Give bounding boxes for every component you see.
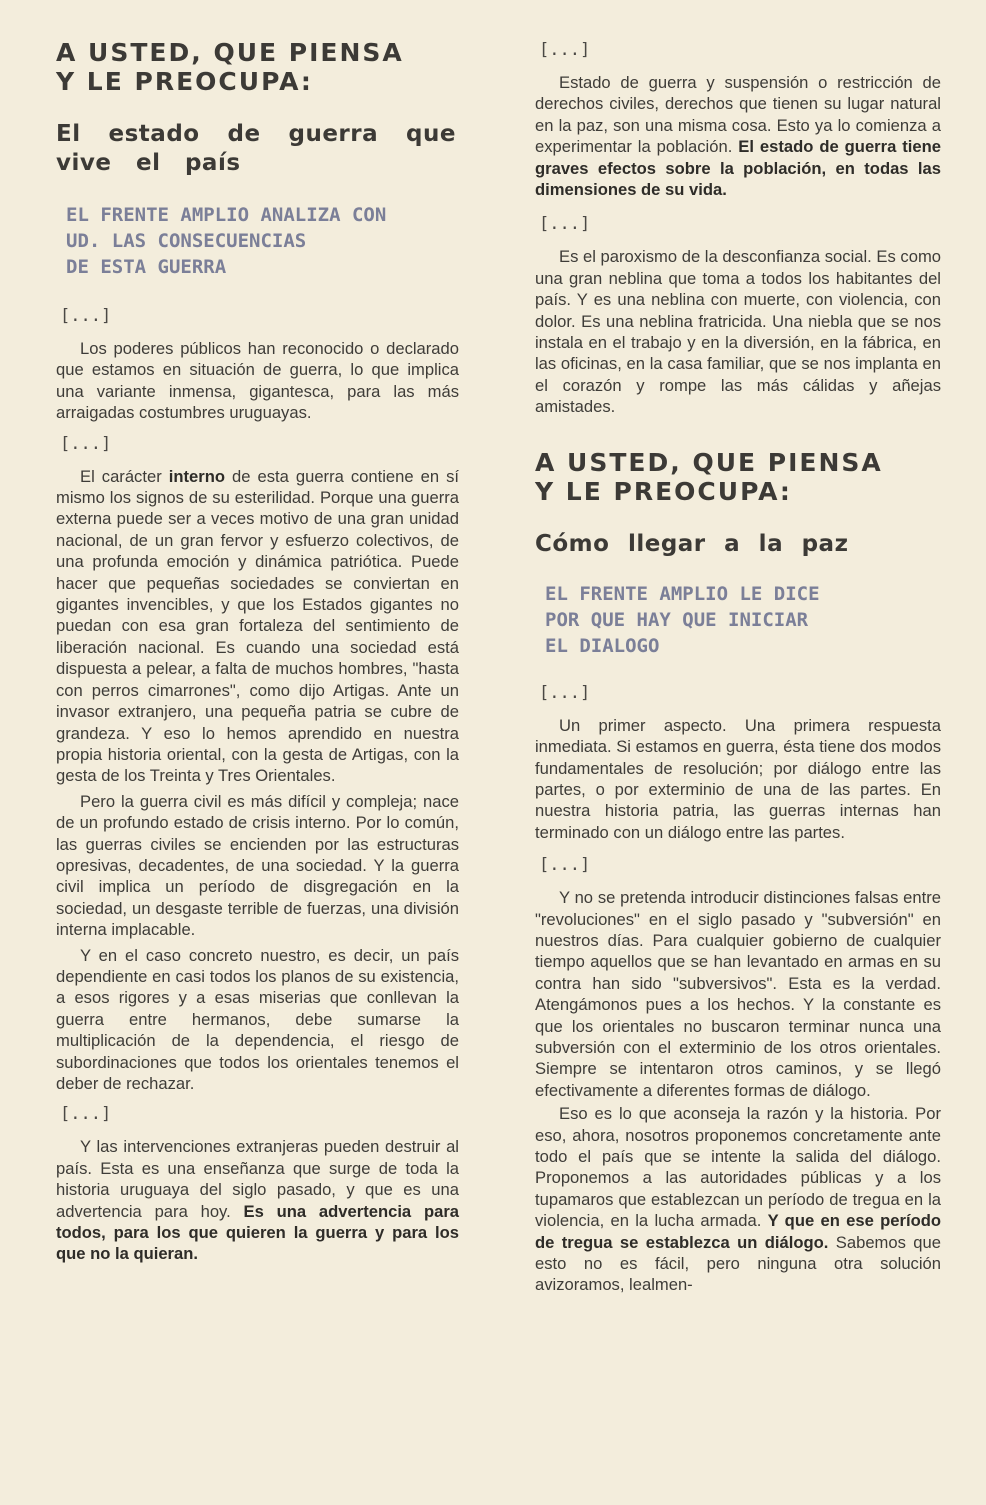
left-kicker: A USTED, QUE PIENSA Y LE PREOCUPA: [56,38,404,96]
bold-text: interno [168,466,225,486]
left-column [56,0,459,1265]
paragraph: Los poderes públicos han reconocido o declarado que estamos en situación de guerra, lo que implica una variante inmensa, gigantesca, para las más arraigadas costumbres uruguayas. [56,339,459,423]
ellipsis-marker: [...] [60,306,112,326]
ellipsis-marker: [...] [539,40,591,60]
ellipsis-marker: [...] [539,682,591,703]
paragraph: Estado de guerra y suspensión o restricción de derechos civiles, derechos que tienen su lugar natural en la paz, son una misma cosa. Esto ya lo comienza a experimentar la población. El estado de guerra tiene graves efectos sobre la población, en todas las dimensiones de su vida. [535,73,941,200]
right-kicker: A USTED, QUE PIENSA Y LE PREOCUPA: [535,447,883,506]
paragraph: Y en el caso concreto nuestro, es decir, un país dependiente en casi todos los planos de su existencia, a esos rigores y a esas miserias que conllevan la guerra entre hermanos, debe sumarse la multiplicación de la dependencia, el riesgo de subordinaciones que todos los orientales tenemos el deber de rechazar. [56,945,459,1093]
ellipsis-marker: [...] [60,433,112,454]
paragraph: Es el paroxismo de la desconfianza social. Es como una gran neblina que toma a todos los habitantes del país. Y es una neblina con muerte, con violencia, con dolor. Es una neblina fratricida. Una niebla que se nos instala en el trabajo y en la diversión, en la fábrica, en las oficinas, en la casa familiar, que se nos implanta en el corazón y rompe las más cálidas y añejas amistades. [535,247,941,417]
right-subhead [545,581,941,659]
left-subhead-line: EL FRENTE AMPLIO ANALIZA CON [66,204,387,226]
paragraph: Eso es lo que aconseja la razón y la historia. Por eso, ahora, nosotros proponemos concretamente ante todo el país que se intente la salida del diálogo. Proponemos a las autoridades públicas y a los tupamaros que establezcan un período de tregua en la violencia, en la lucha armada. Y que en ese período de tregua se establezca un diálogo. Sabemos que esto no es fácil, pero ninguna otra solución avizoramos, lealmen- [535,1104,941,1295]
paragraph: Un primer aspecto. Una primera respuesta inmediata. Si estamos en guerra, ésta tiene dos modos fundamentales de resolución; por diálogo entre las partes, o por exterminio de una de las partes. En nuestra historia patria, las guerras internas han terminado con un diálogo entre las partes. [535,715,941,842]
ellipsis-marker: [...] [539,214,591,235]
right-column [535,0,941,1296]
ellipsis-marker: [...] [60,1104,112,1125]
left-subhead-line: DE ESTA GUERRA [66,256,227,278]
right-subhead-line: EL DIALOGO [545,634,660,657]
right-headline: Cómo llegar a la paz [535,530,849,557]
paragraph: Pero la guerra civil es más difícil y compleja; nace de un profundo estado de crisis interno. Por lo común, las guerras civiles se encienden por las estructuras opresivas, decadentes, de una sociedad. Y la guerra civil implica un período de disgregación en la sociedad, un desgaste terrible de fuerzas, una división interna implacable. [56,791,459,940]
paragraph: Y las intervenciones extranjeras pueden destruir al país. Esta es una enseñanza que surge de toda la historia uruguaya del siglo pasado, y que es una advertencia para hoy. Es una advertencia para todos, para los que quieren la guerra y para los que no la quieran. [56,1137,460,1264]
left-subhead-line: UD. LAS CONSECUENCIAS [66,230,307,252]
ellipsis-marker: [...] [539,855,591,876]
bold-text: Y que en ese período de tregua se establezca un diálogo. [535,1211,941,1252]
right-subhead-line: POR QUE HAY QUE INICIAR [545,608,809,631]
right-subhead-line: EL FRENTE AMPLIO LE DICE [545,582,820,605]
left-headline: El estado de guerra que vive el país [56,121,456,176]
bold-text: El estado de guerra tiene graves efectos sobre la población, en todas las dimensiones de su vida. [535,137,941,200]
left-subhead [66,202,459,280]
bold-text: Es una advertencia para todos, para los que quieren la guerra y para los que no la quieran. [56,1201,460,1264]
paragraph: El carácter interno de esta guerra contiene en sí mismo los signos de su esterilidad. Porque una guerra externa puede ser a veces motivo de una gran unidad nacional, de un gran fervor y esfuerzo colectivos, de una profunda emoción y dinámica patriótica. Puede hacer que pequeñas sociedades se conviertan en gigantes invencibles, y que los Estados gigantes no puedan con esa gran fortaleza del sentimiento de liberación nacional. Es cuando una sociedad está dispuesta a pelear, a falta de muchos hombres, "hasta con perros cimarrones", como dijo Artigas. Ante un invasor extranjero, una pequeña patria se cubre de grandeza. Y eso lo hemos aprendido en nuestra propia historia oriental, con la gesta de Artigas, con la gesta de los Treinta y Tres Orientales. [56,466,459,786]
paragraph: Y no se pretenda introducir distinciones falsas entre "revoluciones" en el siglo pasado y "subversión" en nuestros días. Para cualquier gobierno de cualquier tiempo aquellos que se han levantado en armas en su contra han sido "subversivos". Esta es la verdad. Atengámonos pues a los hechos. Y la constante es que los orientales no buscaron terminar nunca una subversión con el exterminio de los otros orientales. Siempre se intentaron otros caminos, y se llegó efectivamente a diferentes formas de diálogo. [535,888,941,1100]
